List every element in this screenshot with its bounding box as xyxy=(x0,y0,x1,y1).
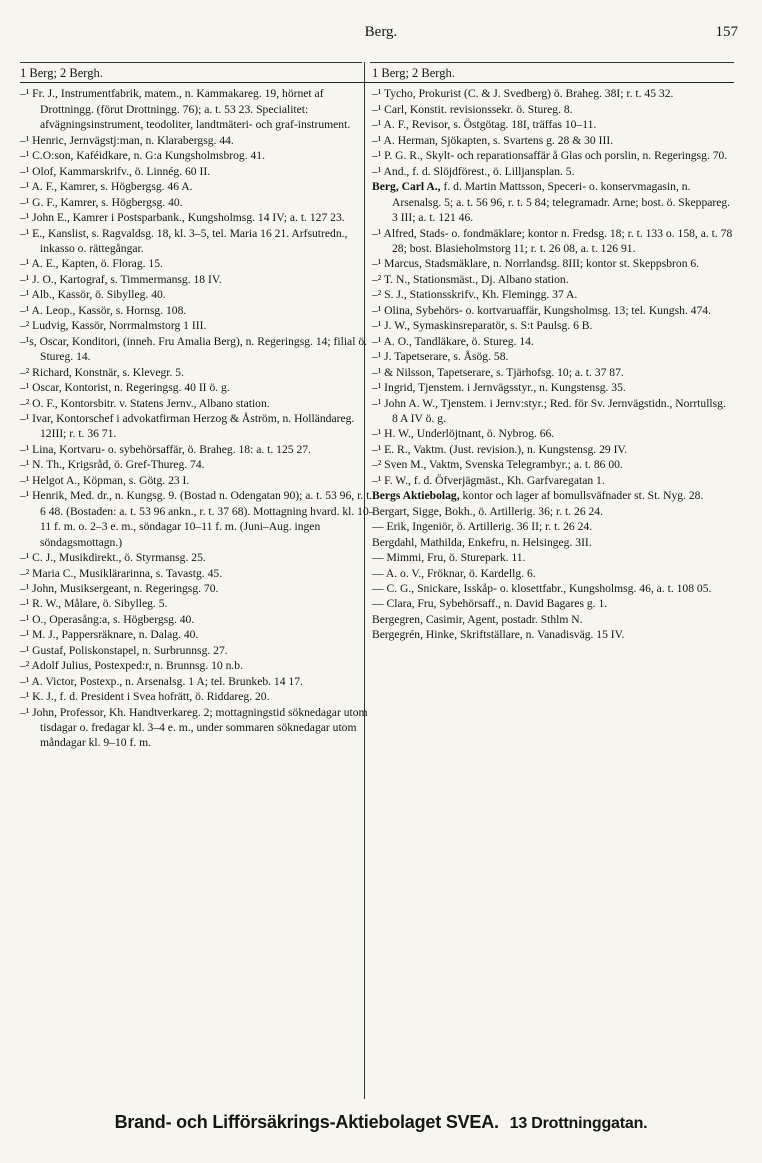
directory-entry: –¹ A. Herman, Sjökapten, s. Svartens g. 28 & 30 III. xyxy=(372,133,614,147)
directory-entry: –¹ Helgot A., Köpman, s. Götg. 23 I. xyxy=(20,473,190,487)
page-title: Berg. xyxy=(364,24,398,40)
directory-entry: Bergegren, Casimir, Agent, postadr. Sthlm N. xyxy=(372,612,583,626)
right-top-rule xyxy=(370,62,734,63)
directory-entry: –¹ Fr. J., Instrumentfabrik, matem., n. Kammakareg. 19, hörnet af Drottningg. (förut Drottningg. 76); a. t. 53 23. Specialitet: afvägningsinstrument, teodoliter, landtmäteri- och graf-instrument. xyxy=(20,87,351,132)
directory-entry: –¹ P. G. R., Skylt- och reparationsaffär å Glas och porslin, n. Regeringsg. 70. xyxy=(372,149,728,163)
directory-entry: –¹ Tycho, Prokurist (C. & J. Svedberg) ö. Braheg. 38I; r. t. 45 32. xyxy=(372,87,674,101)
directory-entry: –¹ A. O., Tandläkare, ö. Stureg. 14. xyxy=(372,334,534,348)
directory-entry: — Clara, Fru, Sybehörsaff., n. David Bagares g. 1. xyxy=(372,597,608,611)
directory-entry: –¹ Gustaf, Poliskonstapel, n. Surbrunnsg. 27. xyxy=(20,643,228,657)
directory-entry: –² O. F., Kontorsbitr. v. Statens Jernv., Albano station. xyxy=(20,396,270,410)
directory-entry: –¹ John E., Kamrer i Postsparbank., Kungsholmsg. 14 IV; a. t. 127 23. xyxy=(20,211,345,225)
directory-entry: –¹ F. W., f. d. Öfverjägmäst., Kh. Garfvaregatan 1. xyxy=(372,473,605,487)
directory-entry: –¹ A. Leop., Kassör, s. Hornsg. 108. xyxy=(20,303,187,317)
directory-entry: –¹ Ingrid, Tjenstem. i Jernvägsstyr., n. Kungstensg. 35. xyxy=(372,381,626,395)
directory-entry: –¹ And., f. d. Slöjdförest., ö. Lilljansplan. 5. xyxy=(372,164,575,178)
directory-entry: –¹ Henric, Jernvägstj:man, n. Klarabergsg. 44. xyxy=(20,133,234,147)
directory-entry: –² Richard, Konstnär, s. Klevegr. 5. xyxy=(20,365,185,379)
directory-entry: — C. G., Snickare, Isskåp- o. klosettfabr., Kungsholmsg. 46, a. t. 108 05. xyxy=(372,581,712,595)
directory-entry: –¹ N. Th., Krigsråd, ö. Gref-Thureg. 74. xyxy=(20,458,205,472)
directory-entry: –¹s, Oscar, Konditori, (inneh. Fru Amalia Berg), n. Regeringsg. 14; filial ö. Stureg. 14. xyxy=(20,334,368,364)
right-column xyxy=(372,66,734,643)
directory-entry: –¹ O., Operasång:a, s. Högbergsg. 40. xyxy=(20,612,195,626)
directory-entry: –¹ M. J., Pappersräknare, n. Dalag. 40. xyxy=(20,628,199,642)
directory-entry: –¹ Olof, Kammarskrifv., ö. Linnég. 60 II. xyxy=(20,164,211,178)
page-header xyxy=(0,24,762,44)
page-number: 157 xyxy=(715,24,738,40)
directory-entry: –² Maria C., Musiklärarinna, s. Tavastg. 45. xyxy=(20,566,223,580)
directory-entry: –¹ K. J., f. d. President i Svea hofrätt, ö. Riddareg. 20. xyxy=(20,690,270,704)
footer-company: Brand- och Lifförsäkrings-Aktiebolaget SVEA. xyxy=(114,1112,499,1132)
left-top-rule xyxy=(20,62,362,63)
directory-entry: –² Ludvig, Kassör, Norrmalmstorg 1 III. xyxy=(20,319,207,333)
directory-entry: –¹ H. W., Underlöjtnant, ö. Nybrog. 66. xyxy=(372,427,555,441)
directory-entry: –¹ A. F., Kamrer, s. Högbergsg. 46 A. xyxy=(20,180,193,194)
directory-entry: –¹ Lina, Kortvaru- o. sybehörsaffär, ö. Braheg. 18: a. t. 125 27. xyxy=(20,442,311,456)
directory-entry: –¹ & Nilsson, Tapetserare, s. Tjärhofsg. 10; a. t. 37 87. xyxy=(372,365,624,379)
directory-entry: –² S. J., Stationsskrifv., Kh. Flemingg. 37 A. xyxy=(372,288,578,302)
left-entry-list xyxy=(20,86,376,750)
directory-entry: Bergart, Sigge, Bokh., ö. Artillerig. 36; r. t. 26 24. xyxy=(372,504,604,518)
entry-bold-lead: Berg, Carl A., xyxy=(372,180,441,194)
directory-entry: –¹ Ivar, Kontorschef i advokatfirman Herzog & Åström, n. Holländareg. 12III; r. t. 36 71. xyxy=(20,411,355,441)
directory-entry: — Erik, Ingeniör, ö. Artillerig. 36 II; r. t. 26 24. xyxy=(372,520,593,534)
directory-entry: –² Adolf Julius, Postexped:r, n. Brunnsg. 10 n.b. xyxy=(20,659,243,673)
directory-entry: –¹ C.O:son, Kaféidkare, n. G:a Kungsholmsbrog. 41. xyxy=(20,149,265,163)
directory-entry: –¹ John, Musiksergeant, n. Regeringsg. 70. xyxy=(20,581,219,595)
footer-address: 13 Drottninggatan. xyxy=(509,1115,648,1132)
directory-entry: — A. o. V., Fröknar, ö. Kardellg. 6. xyxy=(372,566,536,580)
directory-entry: Berg, Carl A., f. d. Martin Mattsson, Speceri- o. konservmagasin, n. Arsenalsg. 5; a. t. 56 96, r. t. 5 84; telegramadr. Arne; bost. ö. Skeppareg. 3 III; a. t. 121 46. xyxy=(372,180,731,225)
directory-entry: –¹ J. O., Kartograf, s. Timmermansg. 18 IV. xyxy=(20,272,222,286)
directory-entry: –¹ G. F., Kamrer, s. Högbergsg. 40. xyxy=(20,195,183,209)
directory-entry: –¹ Henrik, Med. dr., n. Kungsg. 9. (Bostad n. Odengatan 90); a. t. 53 96, r. t. 6 48. (Bostaden: a. t. 53 96 ankn., r. t. 37 68). Mottagning hvard. kl. 10–11 f. m. o. 2–3 e. m., söndagar 10–11 f. m. (Juni–Aug. ingen söndagsmottagn.) xyxy=(20,489,375,549)
directory-entry: — Mimmi, Fru, ö. Sturepark. 11. xyxy=(372,551,526,565)
directory-entry: Bergegrén, Hinke, Skriftställare, n. Vanadisväg. 15 IV. xyxy=(372,628,625,642)
directory-entry: –¹ Oscar, Kontorist, n. Regeringsg. 40 II ö. g. xyxy=(20,381,230,395)
directory-entry: –¹ Alfred, Stads- o. fondmäklare; kontor n. Fredsg. 18; r. t. 133 o. 158, a. t. 78 28; bost. Blasieholmstorg 11; r. t. 26 08, a. t. 126 91. xyxy=(372,226,733,255)
directory-entry: –¹ John A. W., Tjenstem. i Jernv:styr.; Red. för Sv. Jernvägstidn., Norrtullsg. 8 A IV ö. g. xyxy=(372,396,726,425)
directory-entry: –¹ A. F., Revisor, s. Östgötag. 18I, träffas 10–11. xyxy=(372,118,597,132)
right-column-heading: 1 Berg; 2 Bergh. xyxy=(372,66,734,83)
left-column xyxy=(20,66,376,751)
directory-entry: Bergs Aktiebolag, kontor och lager af bomullsväfnader st. St. Nyg. 28. xyxy=(372,489,704,503)
directory-entry: –¹ C. J., Musikdirekt., ö. Styrmansg. 25. xyxy=(20,551,206,565)
directory-entry: –¹ R. W., Målare, ö. Sibylleg. 5. xyxy=(20,597,168,611)
entry-bold-lead: Bergs Aktiebolag, xyxy=(372,489,460,503)
advertisement-footer xyxy=(0,1112,762,1133)
directory-entry: –¹ E. R., Vaktm. (Just. revision.), n. Kungstensg. 29 IV. xyxy=(372,442,628,456)
directory-entry: –¹ Olina, Sybehörs- o. kortvaruaffär, Kungsholmsg. 13; tel. Kungsh. 474. xyxy=(372,303,711,317)
directory-entry: –¹ A. Victor, Postexp., n. Arsenalsg. 1 A; tel. Brunkeb. 14 17. xyxy=(20,674,303,688)
directory-entry: –¹ J. W., Symaskinsreparatör, s. S:t Paulsg. 6 B. xyxy=(372,319,593,333)
directory-entry: –¹ Marcus, Stadsmäklare, n. Norrlandsg. 8III; kontor st. Skeppsbron 6. xyxy=(372,257,700,271)
directory-entry: –² Sven M., Vaktm, Svenska Telegrambyr.; a. t. 86 00. xyxy=(372,458,623,472)
directory-entry: –¹ Alb., Kassör, ö. Sibylleg. 40. xyxy=(20,288,166,302)
directory-entry: –² T. N., Stationsmäst., Dj. Albano station. xyxy=(372,272,569,286)
directory-entry: –¹ John, Professor, Kh. Handtverkareg. 2; mottagningstid söknedagar utom tisdagar o. fredagar kl. 3–4 e. m., under sommaren söknedagar utom måndagar kl. 9–10 f. m. xyxy=(20,705,368,750)
left-column-heading: 1 Berg; 2 Bergh. xyxy=(20,66,376,83)
directory-entry: –¹ J. Tapetserare, s. Åsög. 58. xyxy=(372,350,509,364)
directory-entry: –¹ E., Kanslist, s. Ragvaldsg. 18, kl. 3–5, tel. Maria 16 21. Arfsutredn., inkasso o. rättegångar. xyxy=(20,226,348,255)
directory-entry: –¹ Carl, Konstit. revisionssekr. ö. Stureg. 8. xyxy=(372,102,573,116)
directory-entry: –¹ A. E., Kapten, ö. Florag. 15. xyxy=(20,257,163,271)
right-entry-list xyxy=(372,86,734,642)
directory-entry: Bergdahl, Mathilda, Enkefru, n. Helsingeg. 3II. xyxy=(372,535,592,549)
